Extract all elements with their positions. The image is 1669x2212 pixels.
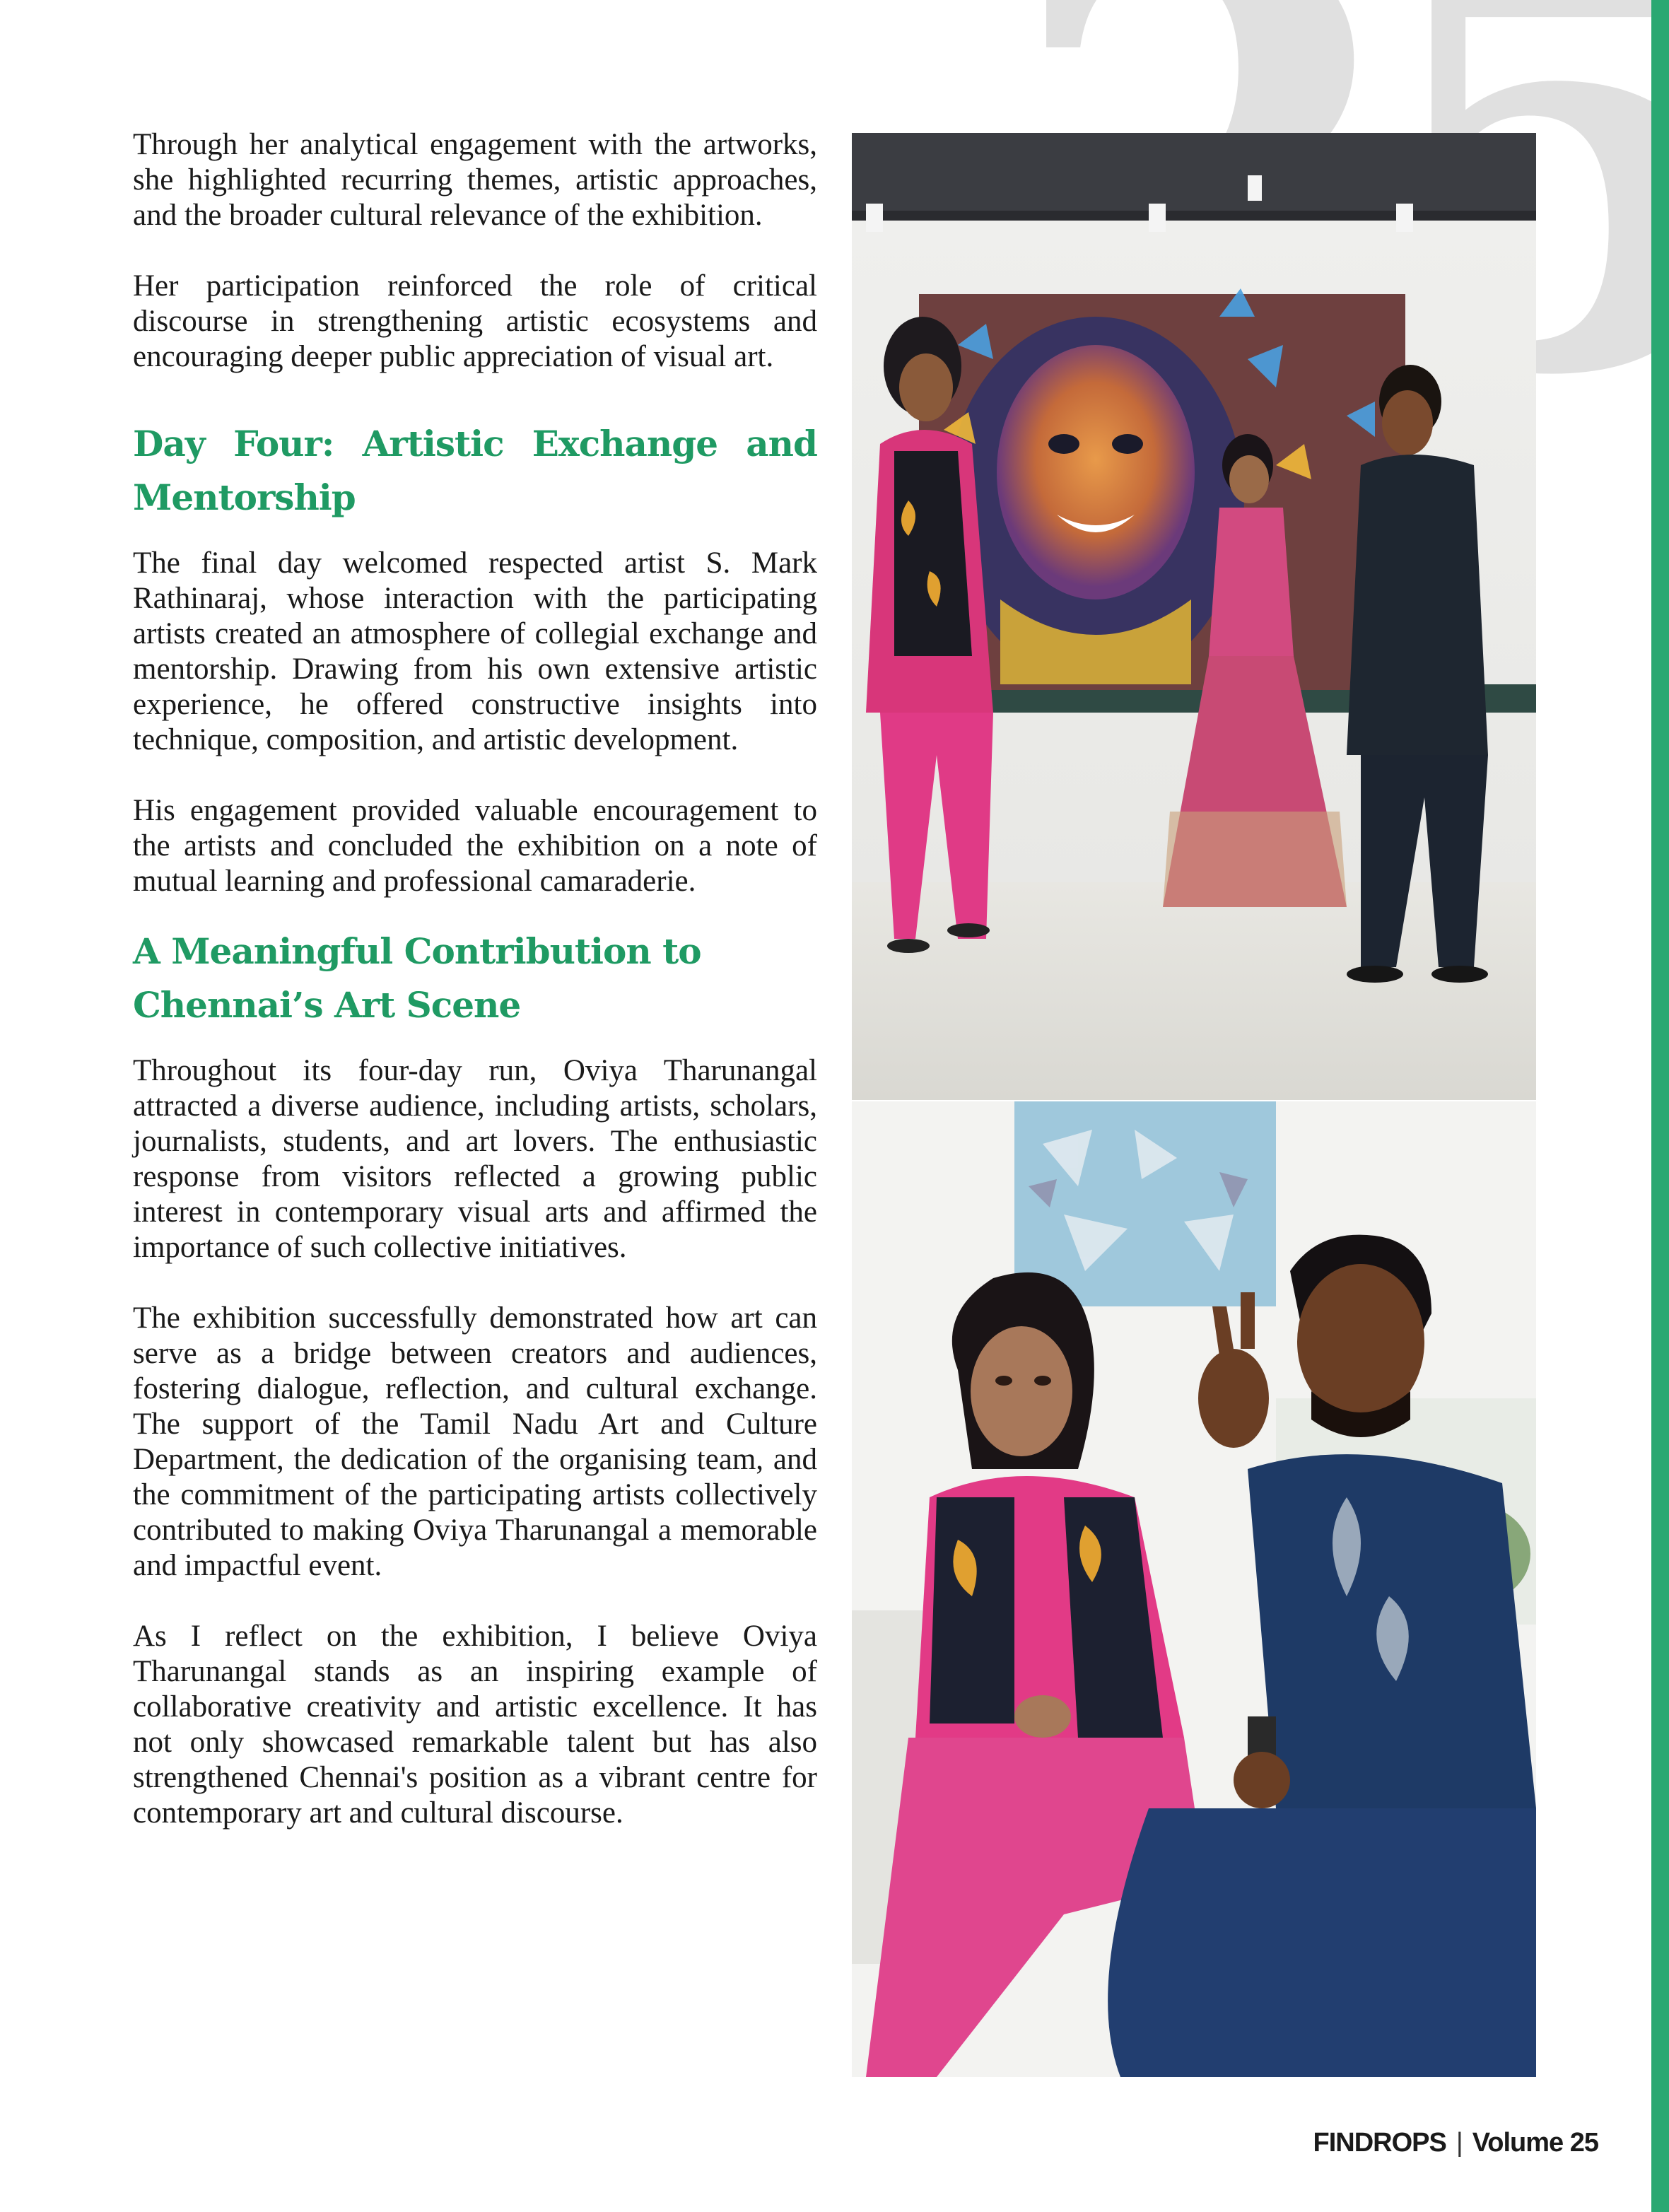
contribution-heading-line-2: Chennai’s Art Scene xyxy=(133,984,521,1026)
day-four-heading: Day Four: Artistic Exchange and Mentorship xyxy=(133,423,817,518)
article-text-column xyxy=(133,127,817,1831)
contribution-paragraph-2: The exhibition successfully demonstrated how art can serve as a bridge between creators and audiences, fostering dialogue, reflection, and cultural exchange. The support of the Tamil Nadu Art and Culture Department, the dedication of the organising team, and the commitment of the participating artists collectively contributed to making Oviya Tharunangal a memorable and impactful event. xyxy=(133,1301,817,1582)
seated-discussion-photo xyxy=(852,1101,1536,2077)
contribution-paragraph-1: Throughout its four-day run, Oviya Tharunangal attracted a diverse audience, including artists, scholars, journalists, students, and art lovers. The enthusiastic response from visitors reflected a growing public interest in contemporary visual arts and affirmed the importance of such collective initiatives. xyxy=(133,1054,817,1264)
contribution-heading xyxy=(133,925,817,1032)
day-four-paragraph-2: His engagement provided valuable encouragement to the artists and concluded the exhibition on a note of mutual learning and professional camaraderie. xyxy=(133,794,817,898)
side-accent-bar xyxy=(1651,0,1669,2212)
gallery-photo-painting xyxy=(852,133,1536,1100)
intro-paragraph-2: Her participation reinforced the role of critical discourse in strengthening artistic ecosystems and encouraging deeper public appreciation of visual art. xyxy=(133,269,817,373)
intro-paragraph-1: Through her analytical engagement with the artworks, she highlighted recurring themes, artistic approaches, and the broader cultural relevance of the exhibition. xyxy=(133,128,817,232)
magazine-name: FINDROPS xyxy=(1313,2128,1446,2158)
day-four-paragraph-1: The final day welcomed respected artist S. Mark Rathinaraj, whose interaction with the participating artists created an atmosphere of collegial exchange and mentorship. Drawing from his own extensive artistic experience, he offered constructive insights into technique, composition, and artistic development. xyxy=(133,546,817,756)
footer-separator: | xyxy=(1456,2128,1463,2158)
contribution-heading-line-1: A Meaningful Contribution to xyxy=(133,930,701,972)
contribution-paragraph-3: As I reflect on the exhibition, I believe Oviya Tharunangal stands as an inspiring example of collaborative creativity and artistic excellence. It has not only showcased remarkable talent but has also strengthened Chennai's position as a vibrant centre for contemporary art and cultural discourse. xyxy=(133,1620,817,1830)
page-footer xyxy=(1313,2128,1599,2158)
volume-label: Volume 25 xyxy=(1472,2128,1598,2158)
